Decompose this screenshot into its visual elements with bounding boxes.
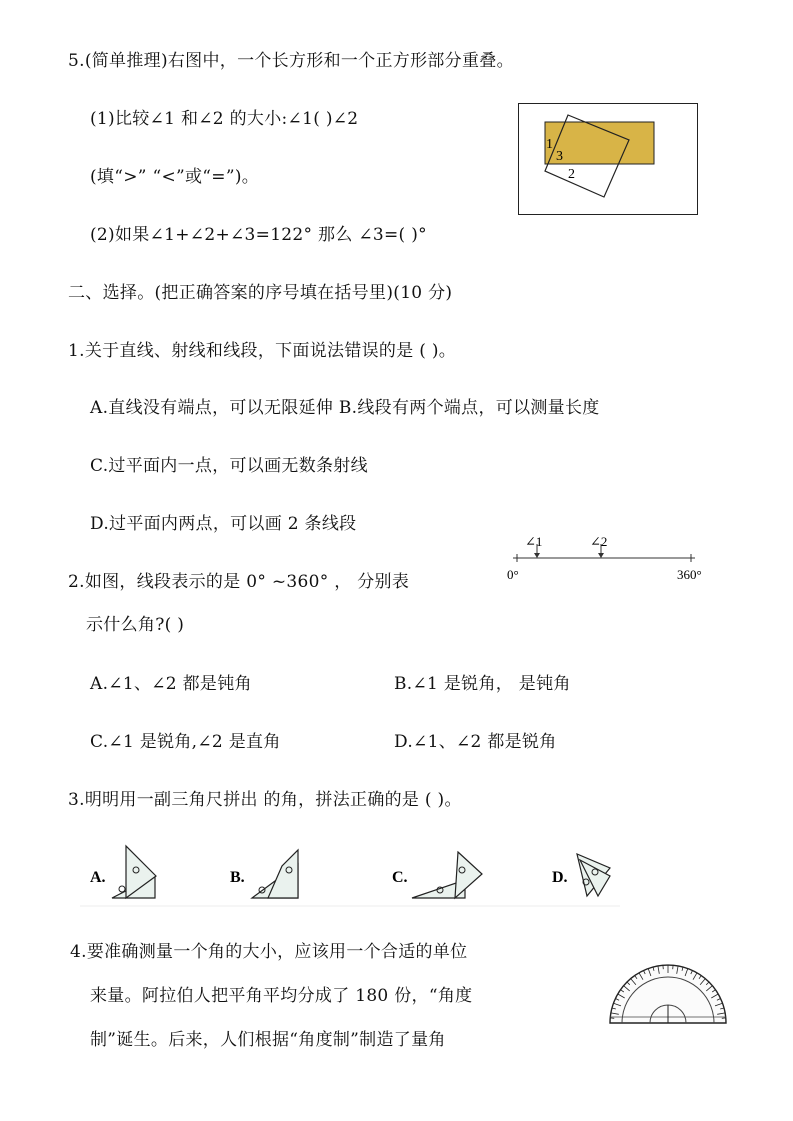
section2-heading: 二、选择。(把正确答案的序号填在括号里)(10 分) <box>68 283 453 303</box>
c4-line1: 4.要准确测量一个角的大小，应该用一个合适的单位 <box>70 942 468 962</box>
c1-stem: 1.关于直线、射线和线段，下面说法错误的是 ( )。 <box>68 341 457 361</box>
q5-part1: (1)比较∠1 和∠2 的大小:∠1( )∠2 <box>90 109 359 129</box>
c1-option-d: D.过平面内两点，可以画 2 条线段 <box>90 514 357 534</box>
number-line-angle1: ∠1 <box>525 534 543 549</box>
angle-number-line <box>505 532 717 588</box>
q5-part2: (2)如果∠1+∠2+∠3=122° 那么 ∠3=( )° <box>90 225 427 245</box>
number-line-start: 0° <box>507 567 519 582</box>
protractor-image <box>606 945 730 1031</box>
number-line-end: 360° <box>677 567 702 582</box>
c1-option-c: C.过平面内一点，可以画无数条射线 <box>90 456 368 476</box>
set-square-options <box>80 840 640 914</box>
option-a-label: A. <box>90 869 106 886</box>
c2-stem-line1: 2.如图，线段表示的是 0° ~360° ， 分别表 <box>68 572 410 592</box>
c3-stem: 3.明明用一副三角尺拼出 的角，拼法正确的是 ( )。 <box>68 790 462 810</box>
option-c-label: C. <box>392 869 408 886</box>
option-b-label: B. <box>230 869 245 886</box>
c2-option-c: C.∠1 是锐角,∠2 是直角 <box>90 732 281 752</box>
angle-2-label: 2 <box>568 167 575 182</box>
q5-part1-hint: (填“>” “<”或“=”)。 <box>90 167 260 187</box>
c4-line2: 来量。阿拉伯人把平角平均分成了 180 份，“角度 <box>90 986 473 1006</box>
angle-3-label: 3 <box>556 149 563 164</box>
c2-stem-line2: 示什么角?( ) <box>86 615 185 635</box>
c1-option-ab: A.直线没有端点，可以无限延伸 B.线段有两个端点，可以测量长度 <box>90 398 600 418</box>
c2-option-a: A.∠1、∠2 都是钝角 <box>90 674 252 694</box>
q5-title: 5.(简单推理)右图中，一个长方形和一个正方形部分重叠。 <box>68 51 514 71</box>
number-line-angle2: ∠2 <box>590 534 608 549</box>
c4-line3: 制”诞生。后来，人们根据“角度制”制造了量角 <box>90 1030 446 1050</box>
overlap-figure <box>518 103 699 220</box>
c2-option-b: B.∠1 是锐角， 是钝角 <box>394 674 571 694</box>
c2-option-d: D.∠1、∠2 都是锐角 <box>394 732 557 752</box>
option-d-label: D. <box>552 869 568 886</box>
angle-1-label: 1 <box>546 137 553 152</box>
